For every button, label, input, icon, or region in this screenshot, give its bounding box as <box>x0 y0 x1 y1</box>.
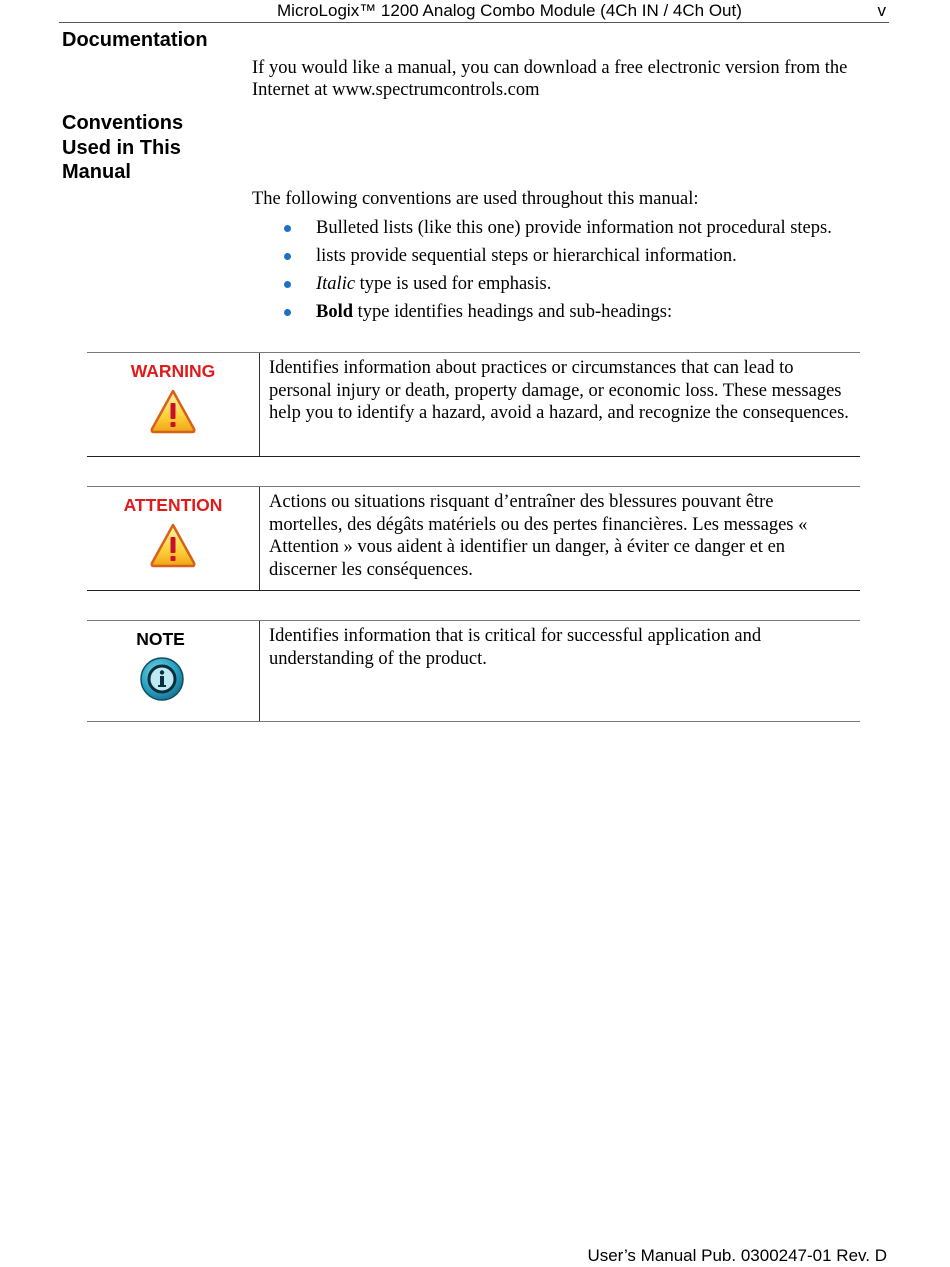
list-item <box>280 270 832 298</box>
callout-label-cell <box>87 621 260 721</box>
list-item-emphasis: Bold <box>316 302 354 322</box>
conventions-heading-line1: Conventions <box>62 112 184 134</box>
list-item-text: type is used for emphasis. <box>355 274 552 294</box>
attention-callout <box>87 486 860 591</box>
callout-label-cell <box>87 487 260 590</box>
documentation-heading: Documentation <box>62 29 208 51</box>
bullet-icon <box>284 281 291 288</box>
warning-triangle-icon <box>149 388 197 434</box>
callout-label: NOTE <box>136 629 185 649</box>
page-header <box>59 0 889 23</box>
list-item <box>280 298 832 326</box>
list-item-emphasis: Italic <box>316 274 356 294</box>
list-item-text: Bulleted lists (like this one) provide information not procedural steps. <box>316 218 832 238</box>
page-number: v <box>877 1 886 20</box>
list-item <box>280 214 832 242</box>
conventions-list <box>280 214 832 326</box>
callout-label: ATTENTION <box>123 495 223 515</box>
page-footer: User’s Manual Pub. 0300247-01 Rev. D <box>587 1246 887 1265</box>
bullet-icon <box>284 225 291 232</box>
header-title: MicroLogix™ 1200 Analog Combo Module (4Ch IN / 4Ch Out) <box>277 1 742 20</box>
warning-triangle-icon <box>149 522 197 568</box>
list-item-text: type identifies headings and sub-headings: <box>353 302 673 322</box>
list-item-text: lists provide sequential steps or hierarchical information. <box>316 246 737 266</box>
documentation-text-line2: Internet at www.spectrumcontrols.com <box>252 80 540 100</box>
callout-text: Identifies information about practices or circumstances that can lead to personal injury or death, property damage, or economic loss. These messages help you to identify a hazard, avoid a hazard, and recognize the consequences. <box>269 358 849 423</box>
info-circle-icon <box>139 656 185 702</box>
conventions-intro: The following conventions are used throughout this manual: <box>252 189 699 209</box>
callout-label: WARNING <box>130 361 216 381</box>
documentation-text-line1: If you would like a manual, you can download a free electronic version from the <box>252 58 848 78</box>
list-item <box>280 242 832 270</box>
bullet-icon <box>284 253 291 260</box>
callout-text: Identifies information that is critical for successful application and understanding of the product. <box>269 626 762 669</box>
note-callout <box>87 620 860 722</box>
conventions-heading-line2: Used in This <box>62 136 181 159</box>
conventions-heading <box>62 111 183 185</box>
conventions-heading-line3: Manual <box>62 161 131 183</box>
callout-text: Actions ou situations risquant d’entraîner des blessures pouvant être mortelles, des dégâts matériels ou des pertes financières. Les messages « Attention » vous aident à identifier un danger, à éviter ce danger et en discerner les conséquences. <box>269 492 808 580</box>
warning-callout <box>87 352 860 457</box>
bullet-icon <box>284 309 291 316</box>
callout-label-cell <box>87 353 260 456</box>
documentation-text <box>252 57 847 101</box>
